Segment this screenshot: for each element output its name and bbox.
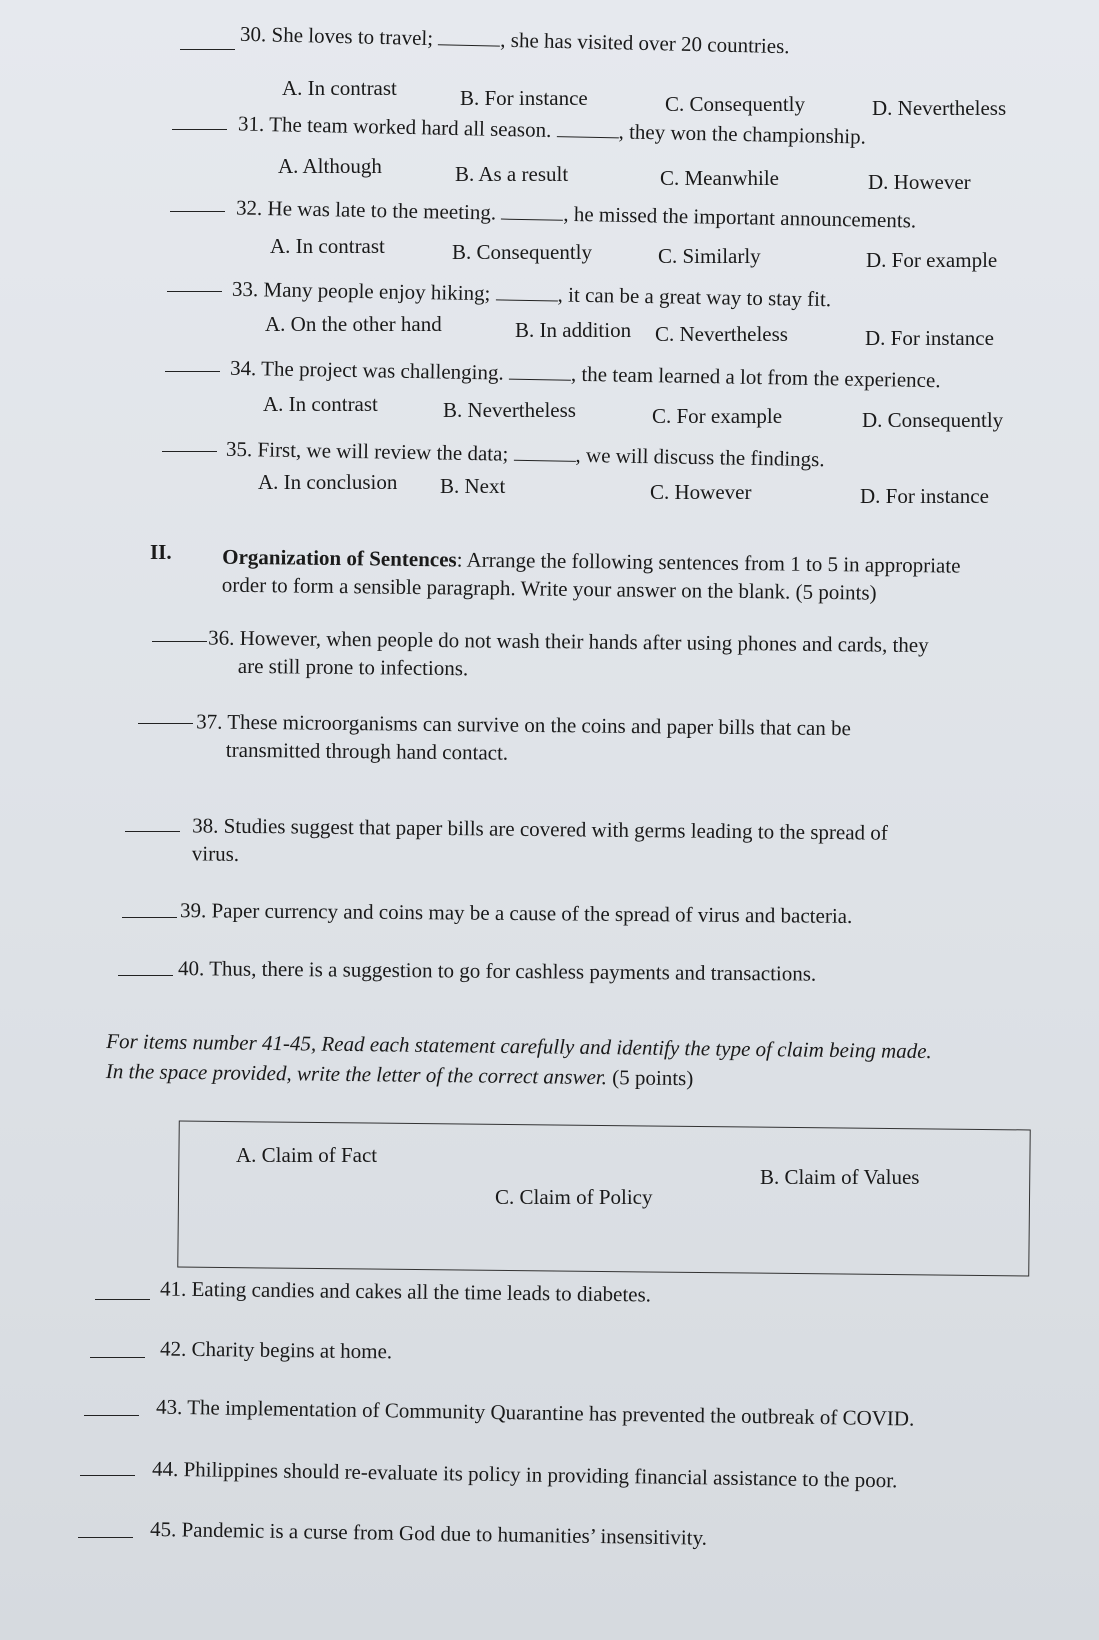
- option-30-a: A. In contrast: [282, 76, 397, 100]
- answer-blank-32[interactable]: [170, 210, 225, 212]
- question-33: [232, 277, 831, 312]
- claim-number: 42.: [159, 1336, 187, 1361]
- inline-blank: [438, 43, 500, 46]
- question-stem: He was late to the meeting.: [267, 196, 497, 225]
- sentence-number: 36.: [208, 625, 235, 650]
- option-31-a: A. Although: [278, 154, 382, 178]
- question-stem: She loves to travel;: [271, 22, 434, 51]
- section-heading-text-2: order to form a sensible paragraph. Write your answer on the blank. (5 points): [221, 572, 877, 605]
- claim-text: Eating candies and cakes all the time leads to diabetes.: [191, 1276, 652, 1307]
- sentence-39: [180, 896, 1080, 932]
- claim-text: Philippines should re-evaluate its policy in providing financial assistance to the poor.: [183, 1457, 898, 1493]
- section-heading-text: : Arrange the following sentences from 1 to 5 in appropriate: [456, 547, 961, 578]
- claim-number: 43.: [155, 1394, 183, 1420]
- section-number: II.: [150, 540, 172, 564]
- option-34-d: D. Consequently: [862, 408, 1004, 432]
- inline-blank: [513, 459, 575, 462]
- question-stem: The team worked hard all season.: [268, 112, 552, 142]
- section-heading-title: Organization of Sentences: [222, 544, 457, 572]
- question-stem-end: , they won the championship.: [618, 119, 867, 149]
- option-32-c: C. Similarly: [658, 244, 761, 268]
- sentence-37: [196, 707, 1077, 772]
- question-number: 34.: [229, 355, 257, 381]
- answer-blank-33[interactable]: [167, 290, 222, 292]
- instruction-line-1: For items number 41-45, Read each statement carefully and identify the type of claim being made.: [106, 1029, 932, 1064]
- question-number: 33.: [231, 276, 259, 302]
- question-stem-end: , it can be a great way to stay fit.: [557, 282, 832, 312]
- option-30-b: B. For instance: [460, 86, 588, 110]
- question-stem: The project was challenging.: [260, 356, 504, 385]
- inline-blank: [509, 378, 571, 381]
- question-stem: First, we will review the data;: [257, 437, 509, 466]
- question-35: [226, 437, 825, 472]
- answer-blank-42[interactable]: [90, 1356, 145, 1358]
- option-32-a: A. In contrast: [270, 234, 385, 258]
- option-34-c: C. For example: [652, 404, 783, 428]
- sentence-40: [178, 954, 1078, 990]
- claim-text: The implementation of Community Quarantine has prevented the outbreak of COVID.: [186, 1395, 915, 1431]
- sentence-text-2: are still prone to infections.: [237, 653, 469, 681]
- option-33-a: A. On the other hand: [265, 312, 442, 336]
- option-32-d: D. For example: [866, 248, 998, 272]
- sentence-38: [192, 811, 1073, 876]
- answer-blank-39[interactable]: [122, 916, 177, 918]
- question-number: 31.: [237, 111, 265, 136]
- option-32-b: B. Consequently: [452, 240, 592, 264]
- answer-blank-35[interactable]: [162, 450, 217, 452]
- option-30-d: D. Nevertheless: [872, 96, 1007, 120]
- question-stem: Many people enjoy hiking;: [263, 277, 491, 306]
- question-stem-end: , he missed the important announcements.: [563, 201, 917, 233]
- inline-blank: [501, 218, 563, 221]
- option-33-b: B. In addition: [515, 318, 632, 342]
- sentence-number: 39.: [179, 898, 207, 923]
- sentence-number: 37.: [196, 709, 223, 734]
- answer-blank-41[interactable]: [95, 1298, 150, 1300]
- question-number: 32.: [235, 195, 263, 220]
- instruction-line-2: In the space provided, write the letter of the correct answer.: [105, 1059, 608, 1090]
- question-30: [240, 22, 790, 59]
- question-stem-end: , we will discuss the findings.: [575, 442, 825, 472]
- answer-blank-37[interactable]: [138, 722, 193, 724]
- sentence-text: Studies suggest that paper bills are covered with germs leading to the spread of: [223, 813, 889, 845]
- option-35-a: A. In conclusion: [258, 470, 398, 494]
- sentence-text: These microorganisms can survive on the coins and paper bills that can be: [227, 709, 851, 741]
- sentence-text-2: transmitted through hand contact.: [225, 737, 509, 765]
- instruction-points: (5 points): [612, 1065, 694, 1091]
- sentence-number: 40.: [177, 956, 205, 981]
- option-30-c: C. Consequently: [665, 92, 805, 116]
- claim-41: [160, 1275, 1060, 1314]
- question-number: 35.: [225, 436, 253, 462]
- option-35-d: D. For instance: [860, 484, 989, 508]
- section-heading: [222, 543, 1099, 610]
- choice-c: C. Claim of Policy: [495, 1185, 653, 1209]
- question-32: [236, 195, 917, 233]
- claim-43: [156, 1393, 1096, 1436]
- option-35-b: B. Next: [440, 474, 506, 498]
- inline-blank: [556, 135, 618, 138]
- answer-blank-44[interactable]: [80, 1474, 135, 1476]
- sentence-text: Paper currency and coins may be a cause of the spread of virus and bacteria.: [211, 898, 853, 928]
- answer-blank-36[interactable]: [152, 640, 207, 642]
- sentence-number: 38.: [192, 813, 219, 838]
- option-31-c: C. Meanwhile: [660, 166, 779, 190]
- answer-blank-45[interactable]: [78, 1536, 133, 1538]
- answer-blank-40[interactable]: [118, 974, 173, 976]
- option-33-d: D. For instance: [865, 326, 994, 350]
- claim-text: Charity begins at home.: [191, 1336, 393, 1364]
- claim-number: 41.: [159, 1276, 187, 1301]
- answer-blank-38[interactable]: [125, 830, 180, 832]
- sentence-text: However, when people do not wash their hands after using phones and cards, they: [239, 625, 929, 658]
- claim-number: 44.: [151, 1456, 179, 1482]
- question-number: 30.: [239, 21, 267, 47]
- inline-blank: [496, 298, 558, 301]
- answer-blank-34[interactable]: [165, 370, 220, 372]
- question-31: [238, 111, 866, 149]
- question-34: [230, 356, 941, 393]
- sentence-36: [208, 624, 1059, 689]
- claim-number: 45.: [149, 1516, 177, 1542]
- choice-a: A. Claim of Fact: [236, 1143, 378, 1167]
- option-33-c: C. Nevertheless: [655, 322, 788, 346]
- option-34-b: B. Nevertheless: [443, 398, 576, 422]
- answer-blank-30[interactable]: [180, 48, 235, 50]
- claims-instruction: [106, 1026, 1087, 1098]
- question-stem-end: , the team learned a lot from the experience.: [570, 361, 941, 393]
- question-stem-end: , she has visited over 20 countries.: [500, 27, 790, 59]
- sentence-text-2: virus.: [191, 841, 240, 866]
- claim-45: [150, 1515, 1050, 1557]
- claim-42: [160, 1335, 1060, 1374]
- answer-blank-31[interactable]: [172, 128, 227, 130]
- claim-44: [152, 1455, 1092, 1498]
- claim-text: Pandemic is a curse from God due to humanities’ insensitivity.: [181, 1517, 708, 1550]
- option-35-c: C. However: [650, 480, 752, 504]
- option-31-b: B. As a result: [455, 162, 569, 186]
- sentence-text: Thus, there is a suggestion to go for cashless payments and transactions.: [209, 956, 817, 986]
- option-31-d: D. However: [868, 170, 971, 194]
- option-34-a: A. In contrast: [263, 392, 378, 416]
- answer-blank-43[interactable]: [84, 1414, 139, 1416]
- choice-b: B. Claim of Values: [760, 1165, 920, 1189]
